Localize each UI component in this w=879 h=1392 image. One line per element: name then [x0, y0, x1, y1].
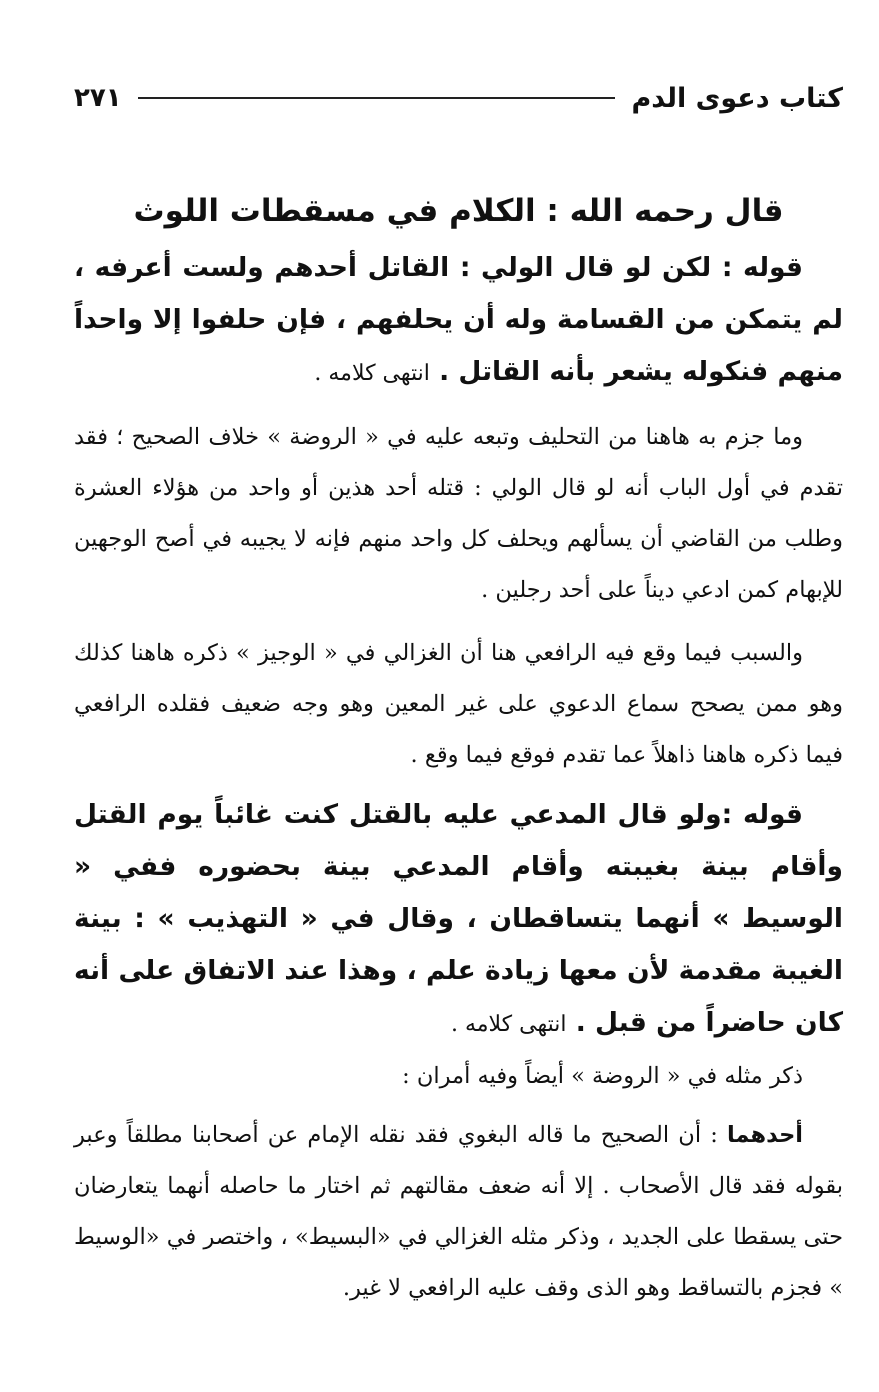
spacer: [74, 616, 843, 628]
spacer: [74, 400, 843, 412]
section-heading: قال رحمه الله : الكلام في مسقطات اللوث: [133, 193, 784, 229]
first-point-text: : أن الصحيح ما قاله البغوي فقد نقله الإمام عن أصحابنا مطلقاً وعبر بقوله فقد قال الأصحاب . إلا أنه ضعف مقالتهم ثم اختار ما حاصله أنهما يتعارضان حتى يسقطا على الجديد ، وذكر مثله الغزالي في «البسيط» ، واختصر في «الوسيط » فجزم بالتساقط وهو الذى وقف عليه الرافعي لا غير.: [74, 1122, 843, 1301]
page-content: [74, 180, 843, 1314]
quoted-passage-1-text: قوله : لكن لو قال الولي : القاتل أحدهم ولست أعرفه ، لم يتمكن من القسامة وله أن يحلفهم ، فإن حلفوا إلا واحداً منهم فنكوله يشعر بأنه القاتل .: [74, 252, 843, 387]
page-header: [74, 76, 843, 120]
spacer: [74, 1102, 843, 1110]
quoted-passage-2-end: انتهى كلامه .: [450, 1012, 567, 1037]
quoted-passage-2: [74, 789, 843, 1051]
commentary-paragraph-1: وما جزم به هاهنا من التحليف وتبعه عليه في « الروضة » خلاف الصحيح ؛ فقد تقدم في أول الباب أنه لو قال الولي : قتله أحد هذين أو واحد من هؤلاء العشرة وطلب من القاضي أن يسألهم ويحلف كل واحد منهم فإنه لا يجيبه في أصح الوجهين للإبهام كمن ادعي ديناً على أحد رجلين .: [74, 424, 843, 603]
commentary-paragraph-3: ذكر مثله في « الروضة » أيضاً وفيه أمران :: [402, 1063, 803, 1089]
commentary-paragraph-4: [74, 1110, 843, 1314]
quoted-passage-1: [74, 242, 843, 400]
commentary-paragraph-2: والسبب فيما وقع فيه الرافعي هنا أن الغزالي في « الوجيز » ذكره هاهنا كذلك وهو ممن يصحح سماع الدعوي على غير المعين وهو وجه ضعيف فقلده الرافعي فيما ذكره هاهنا ذاهلاً عما تقدم فوقع فيما وقع .: [74, 640, 843, 768]
quoted-passage-2-text: قوله :ولو قال المدعي عليه بالقتل كنت غائباً يوم القتل وأقام بينة بغيبته وأقام المدعي بينة بحضوره ففي « الوسيط » أنهما يتساقطان ، وقال في « التهذيب » : بينة الغيبة مقدمة لأن معها زيادة علم ، وهذا عند الاتفاق على أنه كان حاضراً من قبل .: [74, 799, 843, 1038]
running-title: كتاب دعوى الدم: [631, 82, 843, 114]
first-point-label: أحدهما: [726, 1122, 803, 1148]
spacer: [74, 781, 843, 789]
page-number: ٢٧١: [74, 83, 122, 113]
header-rule: [138, 97, 616, 99]
quoted-passage-1-end: انتهى كلامه .: [314, 361, 430, 386]
